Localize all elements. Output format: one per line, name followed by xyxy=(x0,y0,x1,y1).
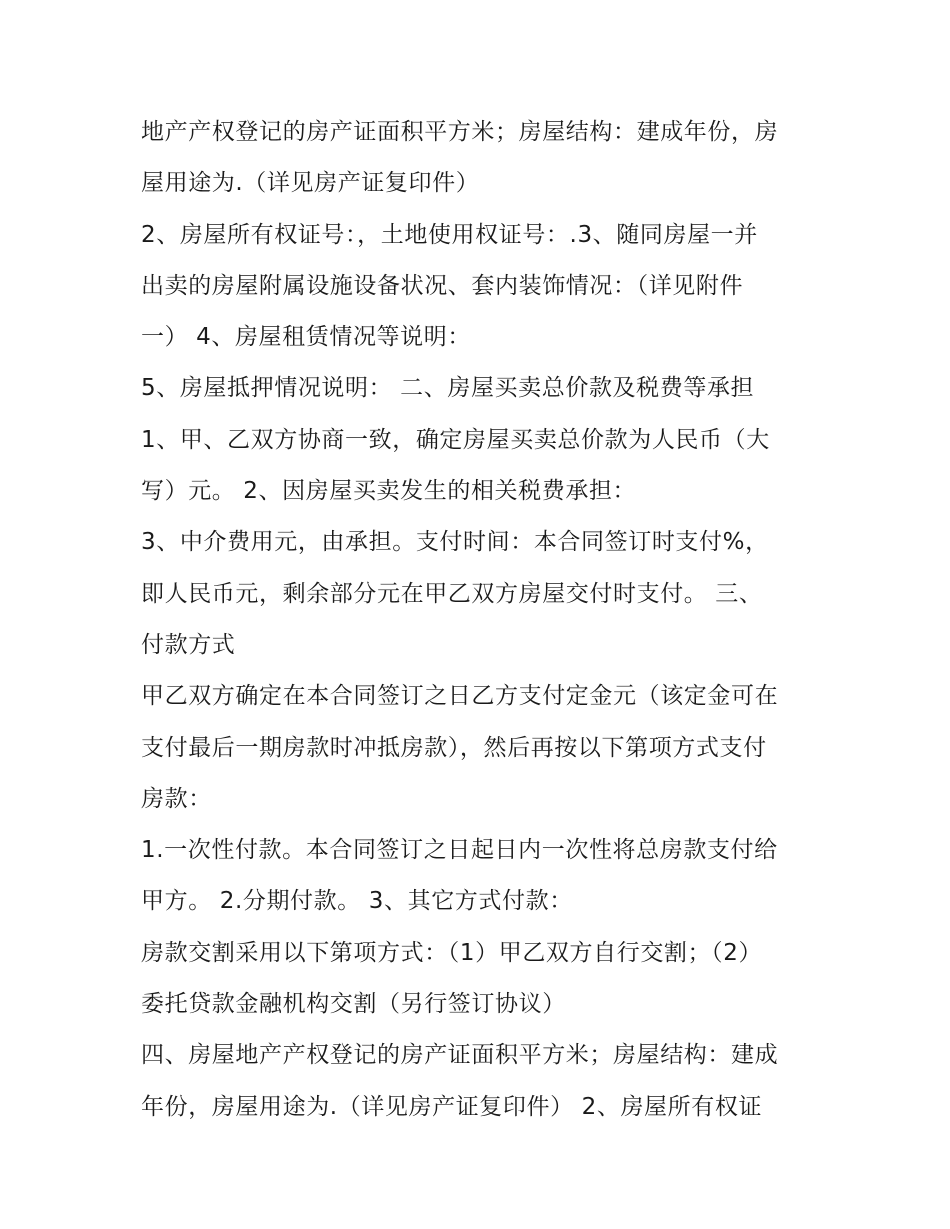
text-line: 5、房屋抵押情况说明： 二、房屋买卖总价款及税费等承担 xyxy=(141,375,755,402)
text-line: 出卖的房屋附属设施设备状况、套内装饰情况：（详见附件 xyxy=(141,272,744,299)
text-line: 支付最后一期房款时冲抵房款），然后再按以下第项方式支付 xyxy=(141,734,767,761)
text-line: 甲方。 2.分期付款。 3、其它方式付款： xyxy=(141,888,573,915)
text-line: 一） 4、房屋租赁情况等说明： xyxy=(141,324,471,351)
text-line: 即人民币元，剩余部分元在甲乙双方房屋交付时支付。 三、 xyxy=(141,580,763,607)
text-line: 委托贷款金融机构交割（另行签订协议） xyxy=(141,991,566,1018)
text-line: 1.一次性付款。本合同签订之日起日内一次性将总房款支付给 xyxy=(141,837,778,864)
text-line: 付款方式 xyxy=(141,631,236,658)
text-line: 屋用途为.（详见房产证复印件） xyxy=(141,170,480,197)
text-line: 房款交割采用以下第项方式：（1）甲乙双方自行交割；（2） xyxy=(141,939,763,966)
text-line: 房款： xyxy=(141,785,212,812)
text-line: 四、房屋地产产权登记的房产证面积平方米；房屋结构：建成 xyxy=(141,1042,779,1069)
text-line: 年份，房屋用途为.（详见房产证复印件） 2、房屋所有权证 xyxy=(141,1093,763,1120)
text-line: 写）元。 2、因房屋买卖发生的相关税费承担： xyxy=(141,478,637,505)
text-line: 1、甲、乙双方协商一致，确定房屋买卖总价款为人民币（大 xyxy=(141,426,770,453)
contract-text-body xyxy=(141,107,821,1133)
text-line: 3、中介费用元，由承担。支付时间：本合同签订时支付%， xyxy=(141,529,769,556)
text-line: 地产产权登记的房产证面积平方米；房屋结构：建成年份，房 xyxy=(141,119,779,145)
text-line: 2、房屋所有权证号：，土地使用权证号：.3、随同房屋一并 xyxy=(141,221,758,248)
text-line: 甲乙双方确定在本合同签订之日乙方支付定金元（该定金可在 xyxy=(141,683,779,710)
